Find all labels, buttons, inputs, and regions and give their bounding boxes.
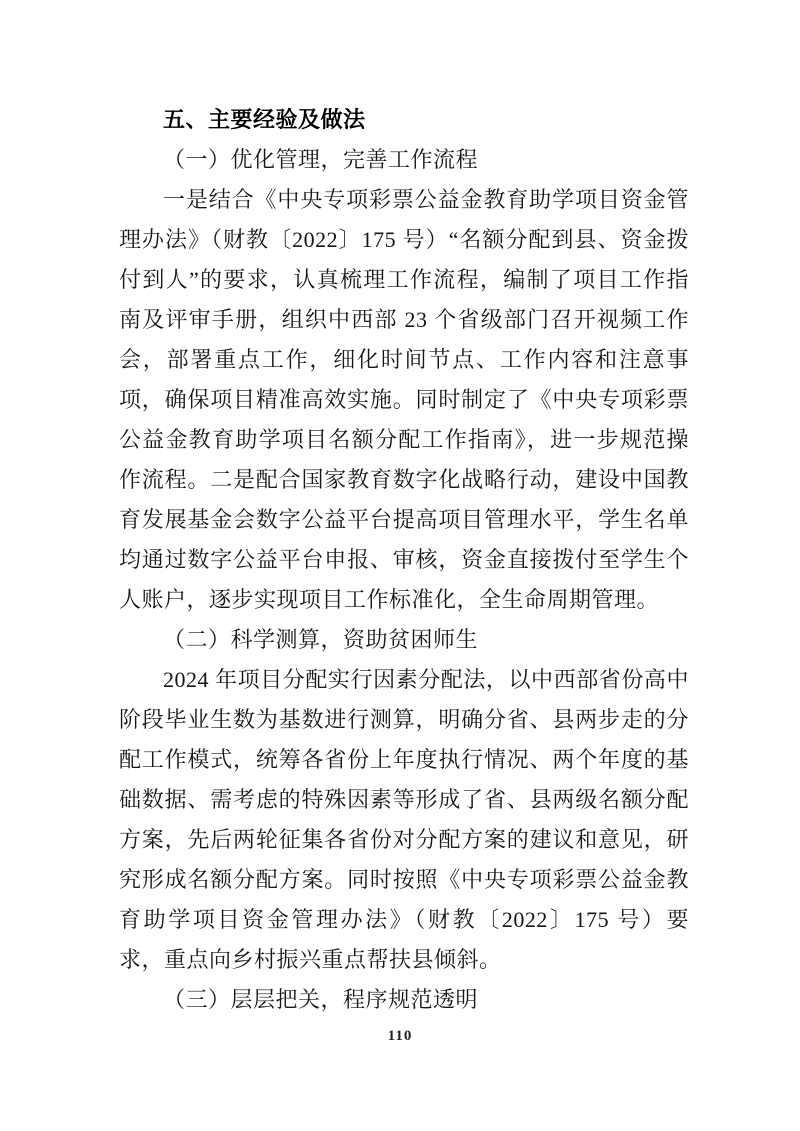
subsection-title-2: （二）科学测算，资助贫困师生 bbox=[163, 627, 479, 652]
subsection-title-1: （一）优化管理，完善工作流程 bbox=[163, 147, 479, 172]
subsection-title-3: （三）层层把关，程序规范透明 bbox=[163, 987, 479, 1012]
paragraph-section-1: 一是结合《中央专项彩票公益金教育助学项目资金管理办法》（财教〔2022〕175 号）“名额分配到县、资金拨付到人”的要求，认真梳理工作流程，编制了项目工作指南及评审手册，组织中西部 23 个省级部门召开视频工作会，部署重点工作，细化时间节点、工作内容和注意事项，确保项目精准高效实施。同时制定了《中央专项彩票公益金教育助学项目名额分配工作指南》，进一步规范操作流程。二是配合国家教育数字化战略行动，建设中国教育发展基金会数字公益平台提高项目管理水平，学生名单均通过数字公益平台申报、审核，资金直接拨付至学生个人账户，逐步实现项目工作标准化，全生命周期管理。 bbox=[119, 187, 689, 612]
document-content bbox=[119, 100, 689, 1020]
page-number: 110 bbox=[387, 1028, 413, 1044]
paragraph-section-2: 2024 年项目分配实行因素分配法，以中西部省份高中阶段毕业生数为基数进行测算，明确分省、县两步走的分配工作模式，统筹各省份上年度执行情况、两个年度的基础数据、需考虑的特殊因素等形成了省、县两级名额分配方案，先后两轮征集各省份对分配方案的建议和意见，研究形成名额分配方案。同时按照《中央专项彩票公益金教育助学项目资金管理办法》（财教〔2022〕175 号）要求，重点向乡村振兴重点帮扶县倾斜。 bbox=[119, 667, 689, 972]
chapter-heading: 五、主要经验及做法 bbox=[163, 107, 366, 132]
